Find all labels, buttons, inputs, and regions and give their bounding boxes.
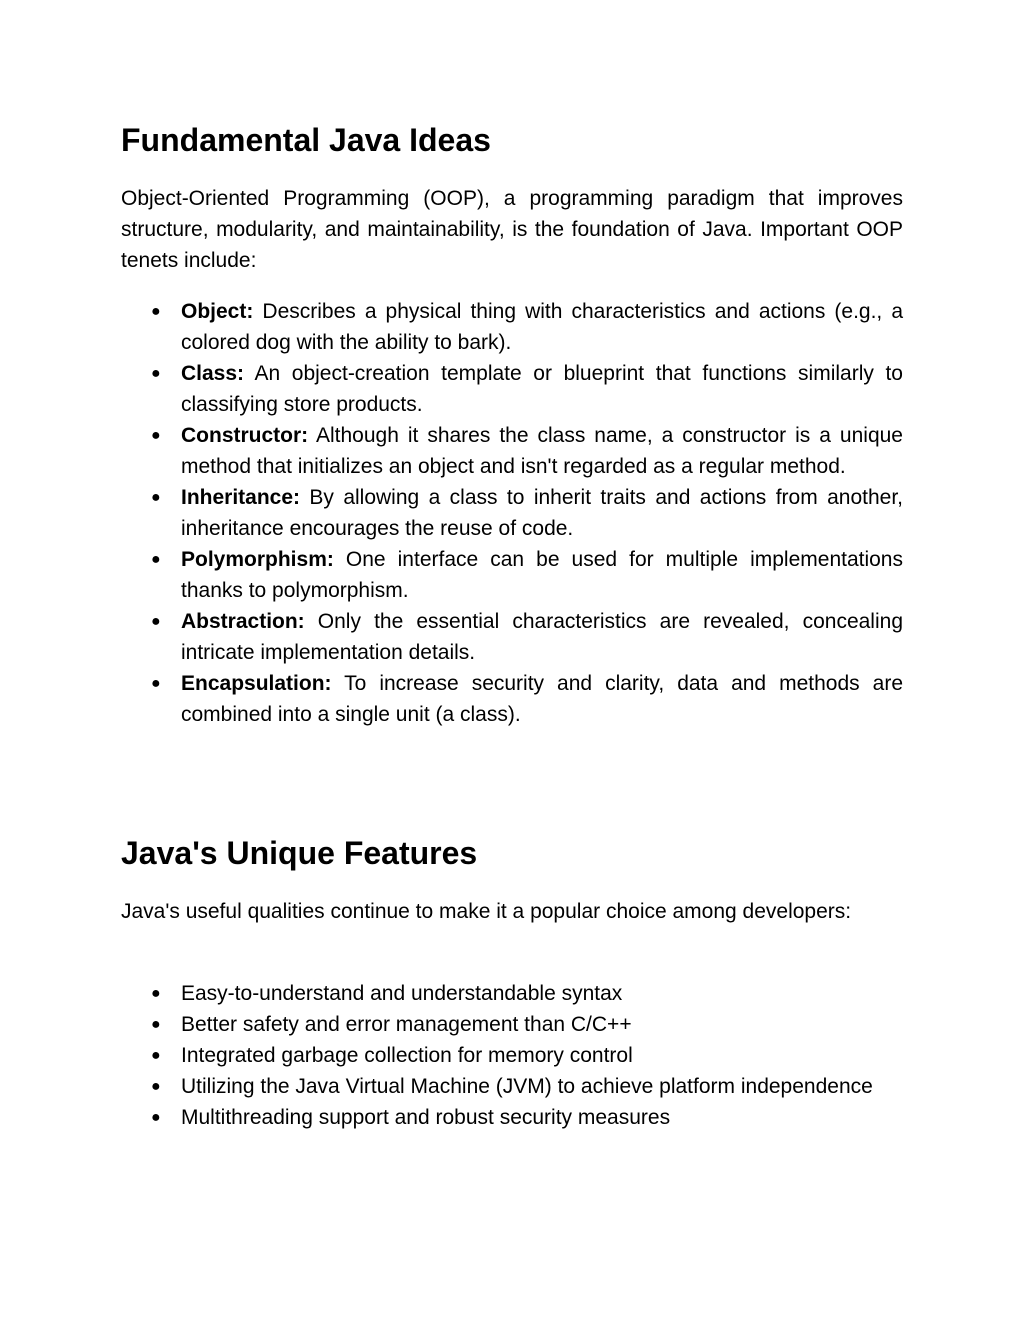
- list-item: [121, 1040, 903, 1071]
- list-item: [121, 544, 903, 606]
- list-item-text: An object-creation template or blueprint that functions similarly to classifying store products.: [181, 362, 903, 416]
- bullet-icon: ●: [151, 551, 161, 568]
- list-item: [121, 1009, 903, 1040]
- list-item-text: By allowing a class to inherit traits and actions from another, inheritance encourages the reuse of code.: [181, 486, 903, 540]
- bullet-icon: ●: [151, 1016, 161, 1033]
- list-item-text: Easy-to-understand and understandable syntax: [181, 982, 623, 1005]
- list-item: [121, 482, 903, 544]
- list-item-text: Integrated garbage collection for memory control: [181, 1044, 633, 1067]
- list-item-term: Object:: [181, 300, 254, 323]
- list-item: [121, 358, 903, 420]
- list-item: [121, 420, 903, 482]
- list-item-text: Utilizing the Java Virtual Machine (JVM) to achieve platform independence: [181, 1075, 873, 1098]
- bullet-icon: ●: [151, 1078, 161, 1095]
- bullet-icon: ●: [151, 613, 161, 630]
- list-item: [121, 978, 903, 1009]
- bullet-icon: ●: [151, 365, 161, 382]
- list-item-text: Although it shares the class name, a constructor is a unique method that initializes an object and isn't regarded as a regular method.: [181, 424, 903, 478]
- list-item: [121, 1071, 903, 1102]
- list-item-term: Encapsulation:: [181, 672, 332, 695]
- section-intro-paragraph: Object-Oriented Programming (OOP), a programming paradigm that improves structure, modularity, and maintainability, is the foundation of Java. Important OOP tenets include:: [121, 187, 903, 272]
- list-item: [121, 296, 903, 358]
- java-features-list: [121, 978, 903, 1133]
- list-item-term: Constructor:: [181, 424, 309, 447]
- list-item-text: To increase security and clarity, data and methods are combined into a single unit (a class).: [181, 672, 903, 726]
- bullet-icon: ●: [151, 427, 161, 444]
- list-item-text: Describes a physical thing with characteristics and actions (e.g., a colored dog with the ability to bark).: [181, 300, 903, 354]
- section-intro-paragraph: Java's useful qualities continue to make it a popular choice among developers:: [121, 900, 852, 923]
- list-item: [121, 1102, 903, 1133]
- list-item-term: Abstraction:: [181, 610, 305, 633]
- bullet-icon: ●: [151, 303, 161, 320]
- bullet-icon: ●: [151, 1109, 161, 1126]
- list-item-term: Polymorphism:: [181, 548, 334, 571]
- oop-tenets-list: [121, 296, 903, 730]
- list-item-text: One interface can be used for multiple implementations thanks to polymorphism.: [181, 548, 903, 602]
- list-item-term: Inheritance:: [181, 486, 301, 509]
- section-heading: Java's Unique Features: [121, 835, 478, 871]
- section-heading: Fundamental Java Ideas: [121, 122, 491, 158]
- bullet-icon: ●: [151, 675, 161, 692]
- list-item: [121, 606, 903, 668]
- list-item: [121, 668, 903, 730]
- bullet-icon: ●: [151, 985, 161, 1002]
- bullet-icon: ●: [151, 489, 161, 506]
- list-item-text: Multithreading support and robust security measures: [181, 1106, 671, 1129]
- bullet-icon: ●: [151, 1047, 161, 1064]
- list-item-term: Class:: [181, 362, 245, 385]
- list-item-text: Better safety and error management than C/C++: [181, 1013, 632, 1036]
- list-item-text: Only the essential characteristics are revealed, concealing intricate implementation details.: [181, 610, 903, 664]
